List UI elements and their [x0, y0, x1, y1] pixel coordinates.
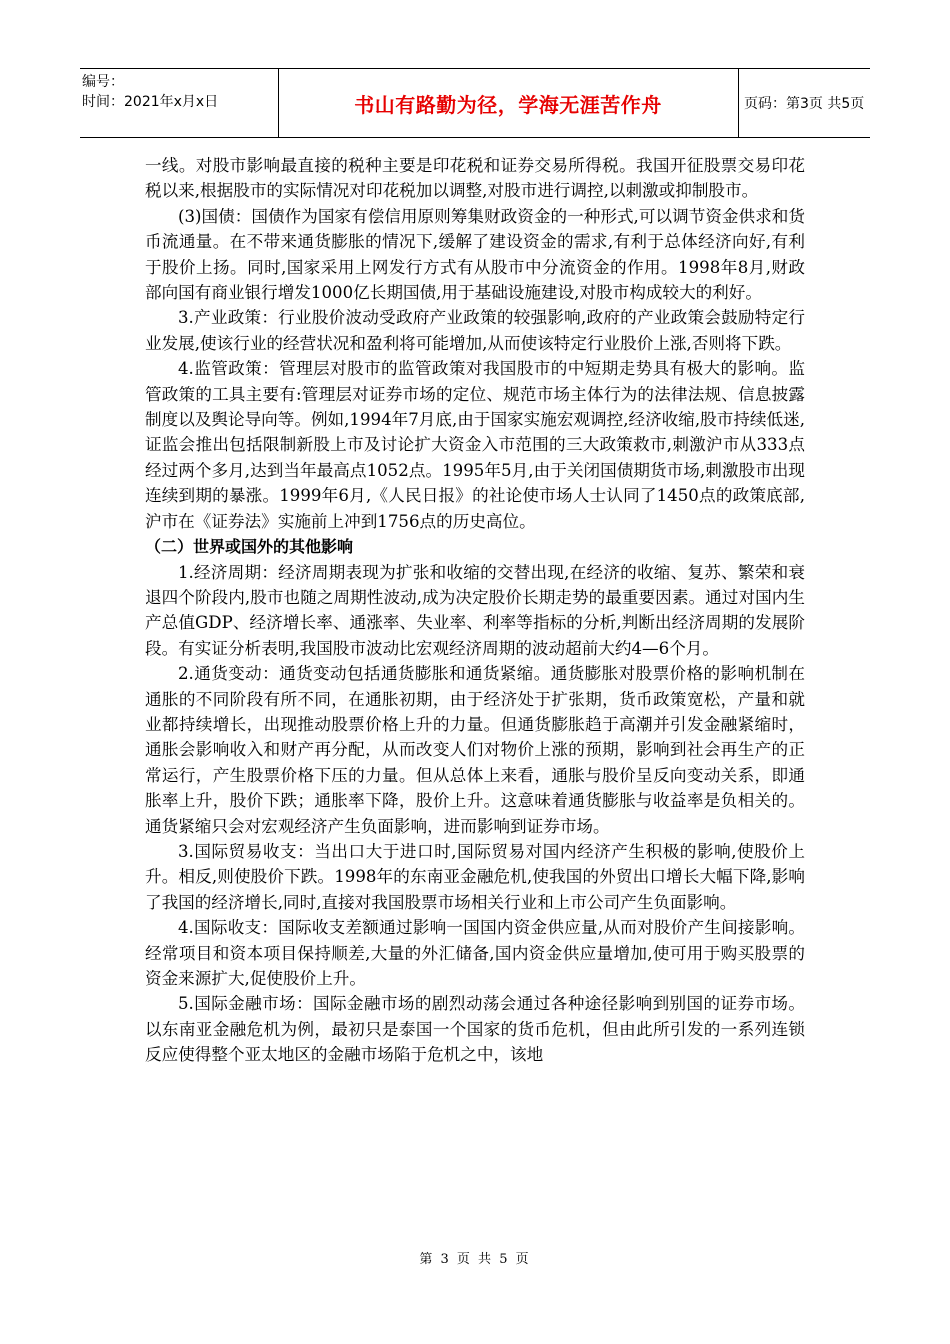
paragraph: 3.国际贸易收支：当出口大于进口时,国际贸易对国内经济产生积极的影响,使股价上升。相反,则使股价下跌。1998年的东南亚金融危机,使我国的外贸出口增长大幅下降,影响了我国的经济增长,同时,直接对我国股票市场相关行业和上市公司产生负面影响。 — [145, 841, 805, 912]
section-heading: （二）世界或国外的其他影响 — [145, 537, 354, 557]
header-motto-cell — [278, 69, 739, 137]
paragraph: 4.监管政策：管理层对股市的监管政策对我国股市的中短期走势具有极大的影响。监管政策的工具主要有:管理层对证券市场的定位、规范市场主体行为的法律法规、信息披露制度以及舆论导向等。例如,1994年7月底,由于国家实施宏观调控,经济收缩,股市持续低迷,证监会推出包括限制新股上市及讨论扩大资金入市范围的三大政策救市,刺激沪市从333点经过两个多月,达到当年最高点1052点。1995年5月,由于关闭国债期货市场,刺激股市出现连续到期的暴涨。1999年6月,《人民日报》的社论使市场人士认同了1450点的政策底部,沪市在《证券法》实施前上冲到1756点的历史高位。 — [145, 359, 805, 531]
motto-text: 书山有路勤为径，学海无涯苦作舟 — [354, 92, 662, 117]
paragraph: 3.产业政策：行业股价波动受政府产业政策的较强影响,政府的产业政策会鼓励特定行业发展,使该行业的经营状况和盈利将可能增加,从而使该特定行业股价上涨,否则将下跌。 — [145, 308, 805, 353]
paragraph: 一线。对股市影响最直接的税种主要是印花税和证券交易所得税。我国开征股票交易印花税以来,根据股市的实际情况对印花税加以调整,对股市进行调控,以刺激或抑制股市。 — [145, 156, 805, 201]
paragraph: 2.通货变动：通货变动包括通货膨胀和通货紧缩。通货膨胀对股票价格的影响机制在通胀的不同阶段有所不同，在通胀初期，由于经济处于扩张期，货币政策宽松，产量和就业都持续增长，出现推动股票价格上升的力量。但通货膨胀趋于高潮并引发金融紧缩时，通胀会影响收入和财产再分配，从而改变人们对物价上涨的预期，影响到社会再生产的正常运行，产生股票价格下压的力量。但从总体上来看，通胀与股价呈反向变动关系，即通胀率上升，股价下跌；通胀率下降，股价上升。这意味着通货膨胀与收益率是负相关的。通货紧缩只会对宏观经济产生负面影响，进而影响到证券市场。 — [145, 664, 805, 836]
header-meta-cell — [80, 69, 279, 137]
date-label: 时间：2021年x月x日 — [82, 94, 219, 110]
header-page-cell — [738, 69, 870, 137]
footer-page-number: 第 3 页 共 5 页 — [419, 1252, 531, 1267]
page-info: 页码：第3页 共5页 — [744, 96, 865, 112]
paragraph: 1.经济周期：经济周期表现为扩张和收缩的交替出现,在经济的收缩、复苏、繁荣和衰退四个阶段内,股市也随之周期性波动,成为决定股价长期走势的最重要因素。通过对国内生产总值GDP、经济增长率、通涨率、失业率、利率等指标的分析,判断出经济周期的发展阶段。有实证分析表明,我国股市波动比宏观经济周期的波动超前大约4—6个月。 — [145, 562, 805, 658]
paragraph: (3)国债：国债作为国家有偿信用原则筹集财政资金的一种形式,可以调节资金供求和货币流通量。在不带来通货膨胀的情况下,缓解了建设资金的需求,有利于总体经济向好,有利于股价上扬。同时,国家采用上网发行方式有从股市中分流资金的作用。1998年8月,财政部向国有商业银行增发1000亿长期国债,用于基础设施建设,对股市构成较大的利好。 — [145, 206, 805, 303]
paragraph: 5.国际金融市场：国际金融市场的剧烈动荡会通过各种途径影响到别国的证券市场。以东南亚金融危机为例，最初只是泰国一个国家的货币危机，但由此所引发的一系列连锁反应使得整个亚太地区的金融市场陷于危机之中，该地 — [145, 994, 805, 1065]
document-body — [145, 153, 805, 1068]
page-footer — [0, 1248, 950, 1267]
paragraph: 4.国际收支：国际收支差额通过影响一国国内资金供应量,从而对股价产生间接影响。经常项目和资本项目保持顺差,大量的外汇储备,国内资金供应量增加,使可用于购买股票的资金来源扩大,促使股价上升。 — [145, 918, 805, 988]
code-label: 编号： — [82, 74, 124, 90]
page-header — [80, 68, 870, 138]
